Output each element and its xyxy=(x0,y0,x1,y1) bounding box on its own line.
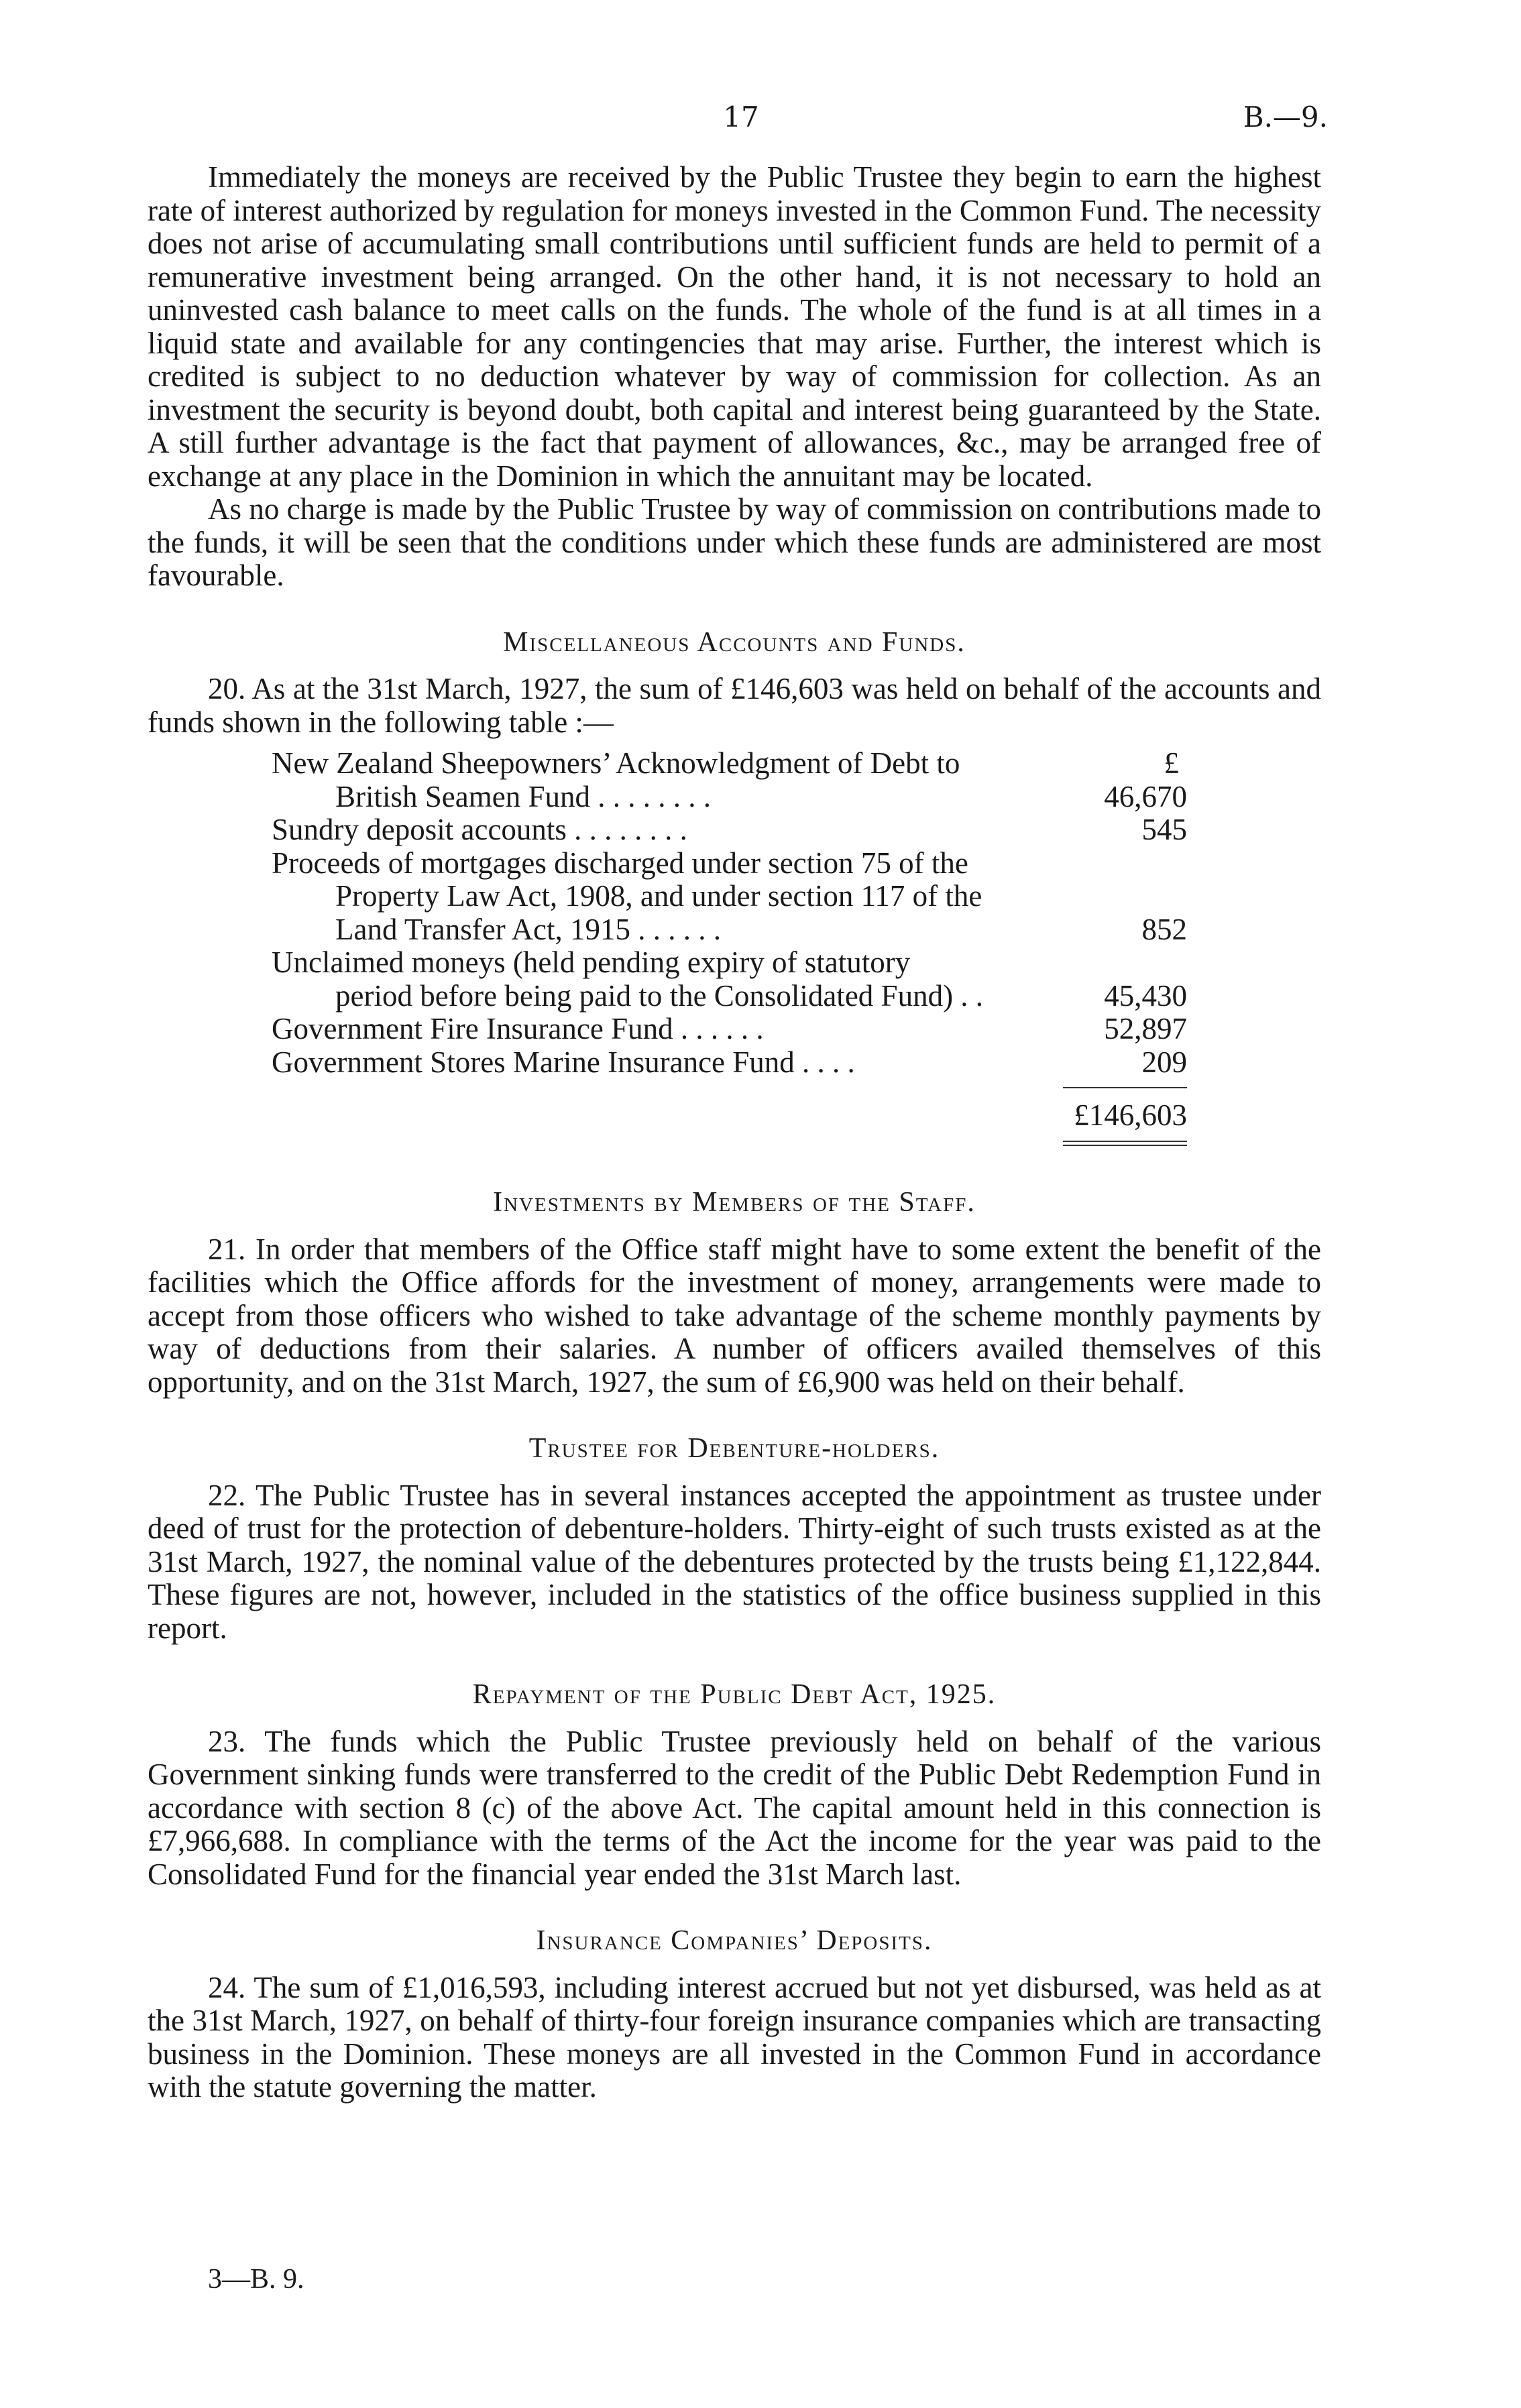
table-row xyxy=(148,946,1321,1013)
row-label-continuation: Property Law Act, 1908, and under section 117 of the xyxy=(335,879,982,913)
section-heading-debenture-holders: Trustee for Debenture-holders. xyxy=(528,1433,940,1464)
section-heading-miscellaneous-accounts: Miscellaneous Accounts and Funds. xyxy=(503,626,966,658)
row-amount: 52,897 xyxy=(1104,1012,1187,1045)
row-label-continuation: British Seamen Fund . . . . . . . . xyxy=(335,779,711,813)
row-amount: 545 xyxy=(1141,813,1187,846)
page-header xyxy=(0,101,1521,141)
intro-paragraph-2: As no charge is made by the Public Trustee by way of commission on contributions made to the funds, it will be seen that the conditions under which these funds are administered are most favourable. xyxy=(148,492,1321,592)
row-amount: 852 xyxy=(1141,912,1187,946)
table-row xyxy=(148,1046,1321,1080)
row-label: Government Stores Marine Insurance Fund . . . . xyxy=(272,1045,855,1079)
table-row xyxy=(148,847,1321,947)
row-label: Government Fire Insurance Fund . . . . . . xyxy=(272,1012,764,1045)
section-heading-insurance-deposits: Insurance Companies’ Deposits. xyxy=(536,1925,933,1956)
total-rule xyxy=(1063,1087,1187,1088)
section-20-paragraph: 20. As at the 31st March, 1927, the sum of £146,603 was held on behalf of the accounts and funds shown in the following table :— xyxy=(148,672,1321,739)
double-rule xyxy=(1063,1145,1187,1146)
signature-mark: 3—B. 9. xyxy=(208,2264,304,2295)
section-22-paragraph: 22. The Public Trustee has in several instances accepted the appointment as trustee under deed of trust for the protection of debenture-holders. Thirty-eight of such trusts existed as at the 31st March, 1927, the nominal value of the debentures protected by the trusts being £1,122,844. These figures are not, however, included in the statistics of the office business supplied in this report. xyxy=(148,1478,1321,1645)
page-body xyxy=(148,161,1321,2104)
intro-paragraph-1: Immediately the moneys are received by the Public Trustee they begin to earn the highest rate of interest authorized by regulation for moneys invested in the Common Fund. The necessity does not arise of accumulating small contributions until sufficient funds are held to permit of a remunerative investment being arranged. On the other hand, it is not necessary to hold an uninvested cash balance to meet calls on the funds. The whole of the fund is at all times in a liquid state and available for any contingencies that may arise. Further, the interest which is credited is subject to no deduction whatever by way of commission for collection. As an investment the security is beyond doubt, both capital and interest being guaranteed by the State. A still further advantage is the fact that payment of allowances, &c., may be arranged free of exchange at any place in the Dominion in which the annuitant may be located. xyxy=(148,160,1322,493)
section-heading-staff-investments: Investments by Members of the Staff. xyxy=(493,1187,976,1218)
accounts-table xyxy=(148,747,1321,1153)
section-heading-public-debt-act: Repayment of the Public Debt Act, 1925. xyxy=(472,1679,997,1710)
row-label: Unclaimed moneys (held pending expiry of statutory xyxy=(272,945,911,979)
row-amount: 46,670 xyxy=(1104,779,1187,813)
row-label: Sundry deposit accounts . . . . . . . . xyxy=(272,813,687,846)
table-total: £146,603 xyxy=(1074,1098,1187,1132)
double-rule xyxy=(1063,1141,1187,1142)
table-row xyxy=(148,813,1321,847)
row-label-continuation: period before being paid to the Consolidated Fund) . . xyxy=(335,978,984,1013)
section-21-paragraph: 21. In order that members of the Office staff might have to some extent the benefit of the facilities which the Office affords for the investment of money, arrangements were made to accept from those officers who wished to take advantage of the scheme monthly payments by way of deductions from their salaries. A number of officers availed themselves of this opportunity, and on the 31st March, 1927, the sum of £6,900 was held on their behalf. xyxy=(148,1232,1321,1399)
table-row xyxy=(148,1013,1321,1046)
section-23-paragraph: 23. The funds which the Public Trustee previously held on behalf of the various Government sinking funds were transferred to the credit of the Public Debt Redemption Fund in accordance with section 8 (c) of the above Act. The capital amount held in this connection is £7,966,688. In compliance with the terms of the Act the income for the year was paid to the Consolidated Fund for the financial year ended the 31st March last. xyxy=(148,1724,1321,1891)
row-amount: 45,430 xyxy=(1104,978,1187,1013)
row-amount: 209 xyxy=(1141,1045,1187,1079)
document-reference: B.—9. xyxy=(1243,101,1328,133)
table-row xyxy=(148,747,1321,813)
page-number: 17 xyxy=(723,101,759,133)
table-total-row xyxy=(148,1079,1321,1153)
row-label-continuation: Land Transfer Act, 1915 . . . . . . xyxy=(335,912,721,946)
row-label: New Zealand Sheepowners’ Acknowledgment of Debt to xyxy=(272,746,960,780)
section-24-paragraph: 24. The sum of £1,016,593, including interest accrued but not yet disbursed, was held as at the 31st March, 1927, on behalf of thirty-four foreign insurance companies which are transacting business in the Dominion. These moneys are all invested in the Common Fund in accordance with the statute governing the matter. xyxy=(148,1970,1321,2104)
row-label: Proceeds of mortgages discharged under section 75 of the xyxy=(272,846,968,880)
currency-symbol: £ xyxy=(1164,746,1179,780)
